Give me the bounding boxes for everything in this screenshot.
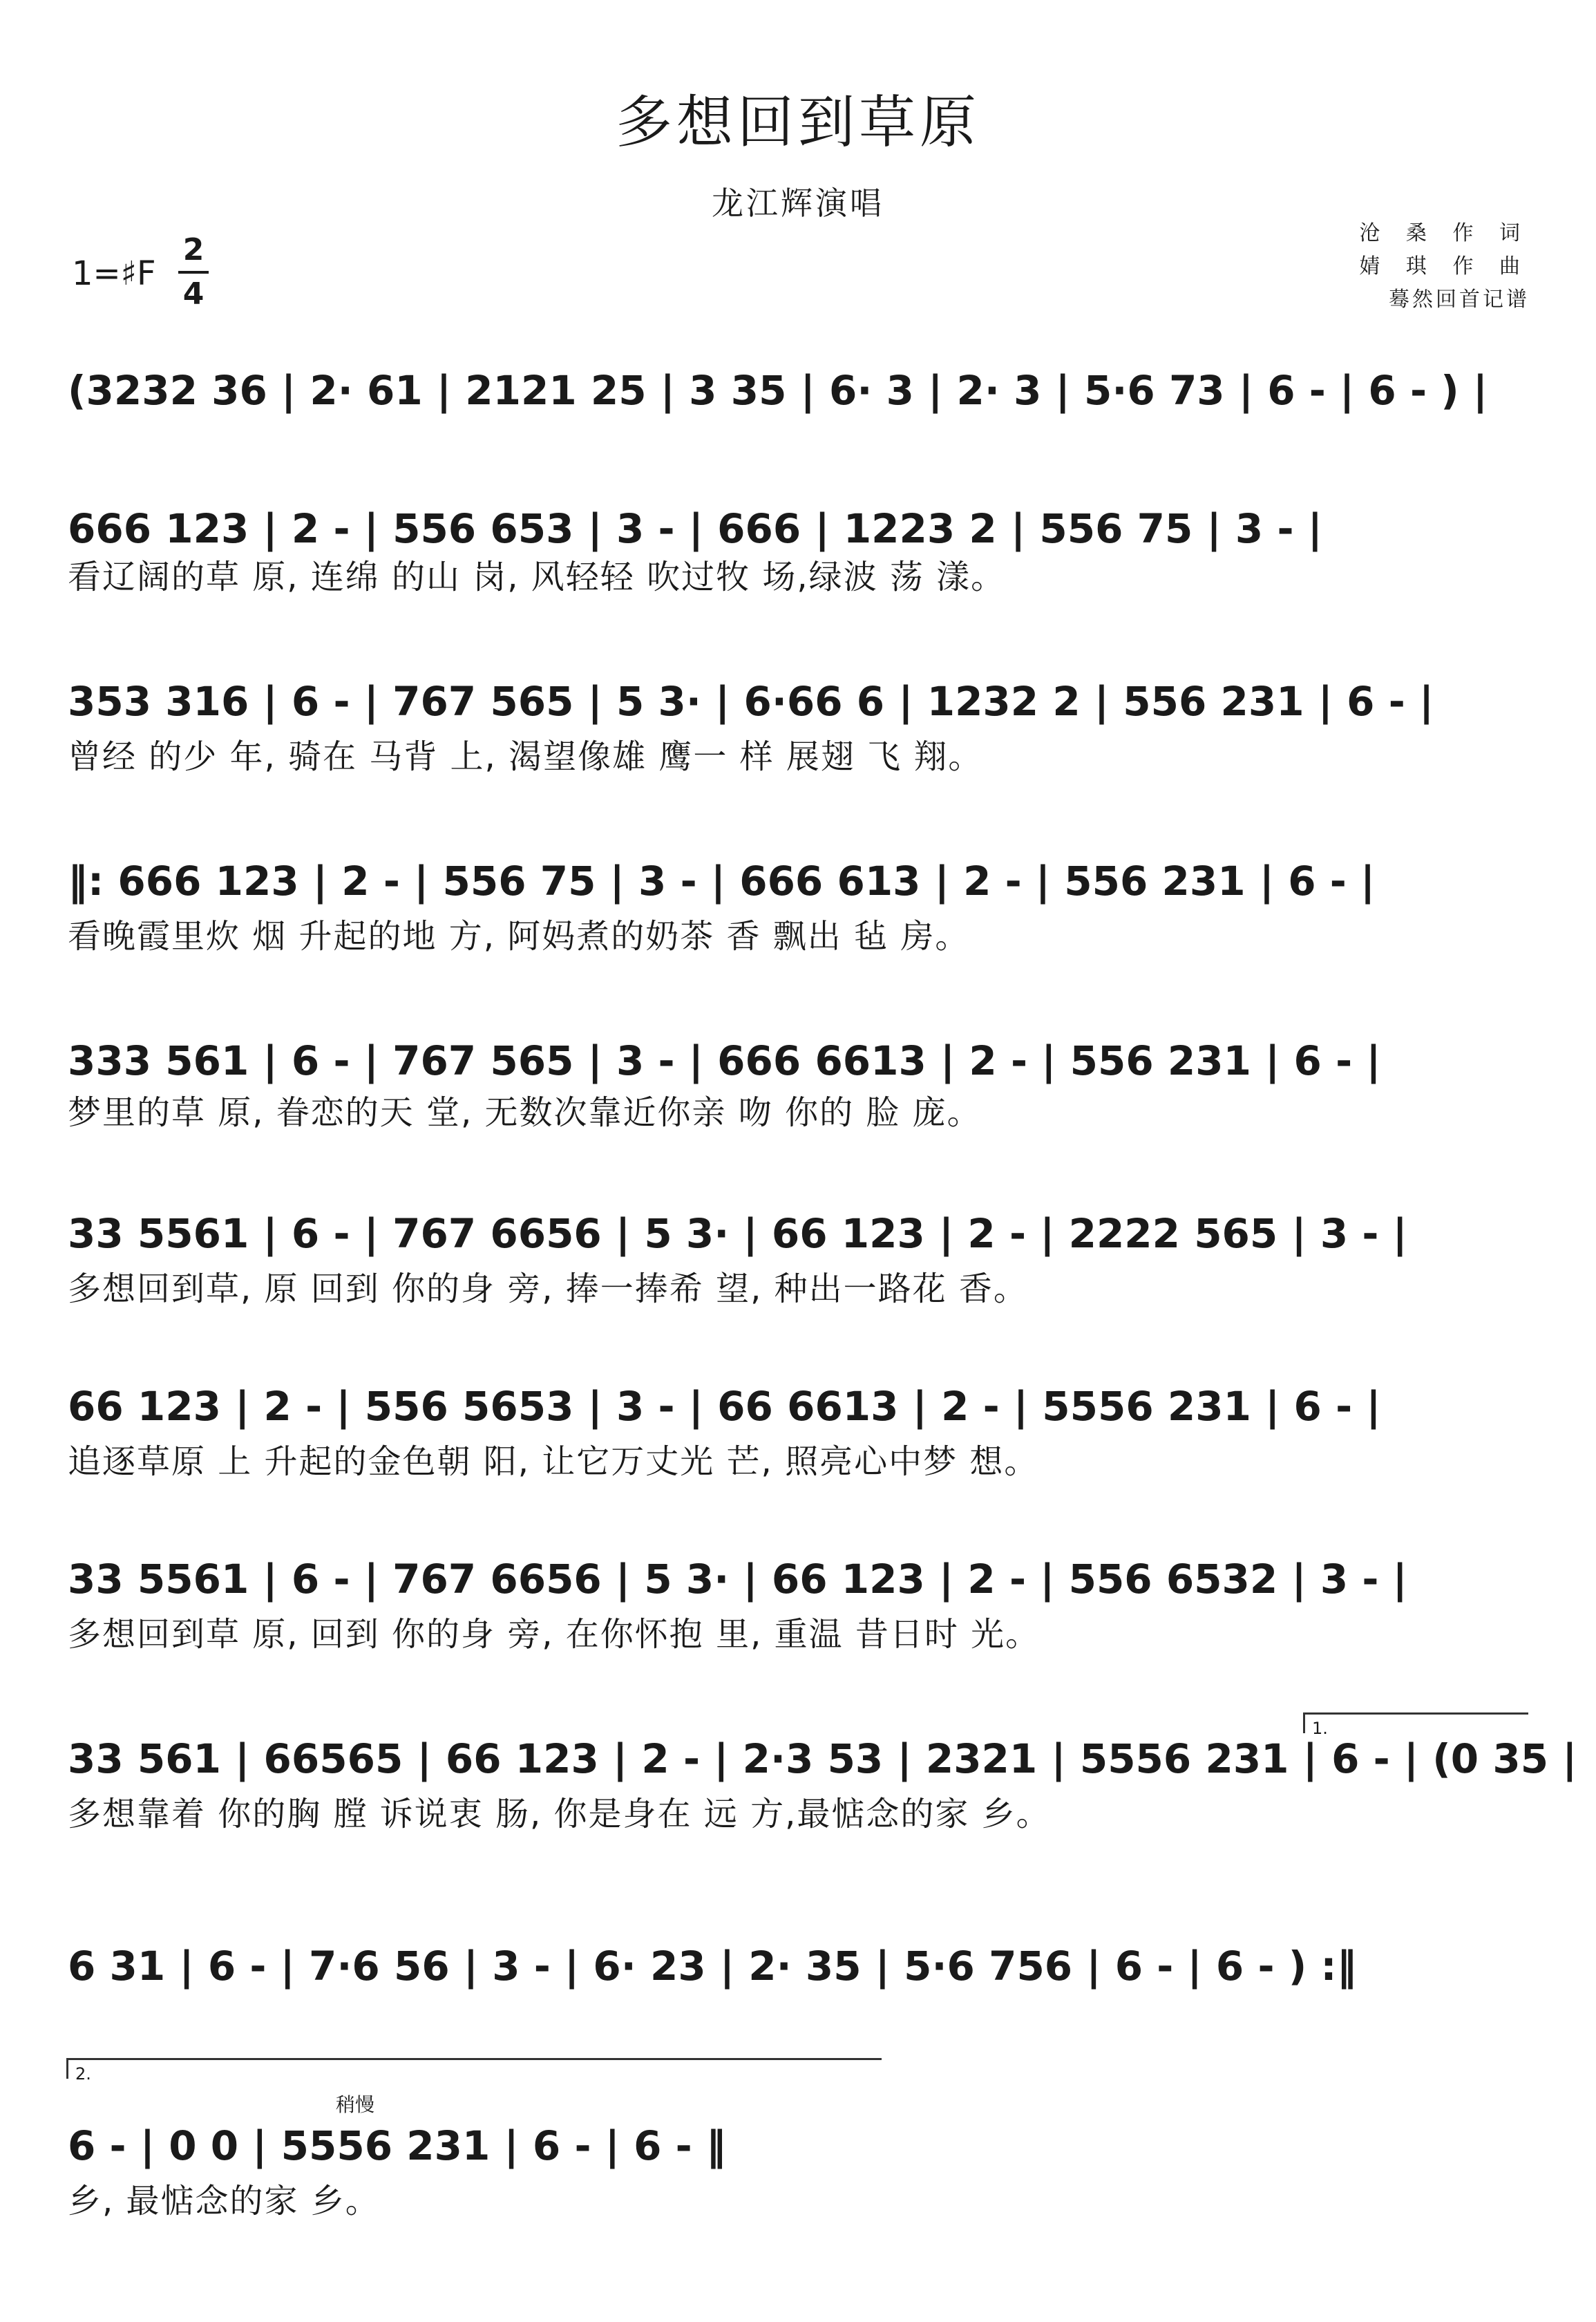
composer-credit: 婧 琪 作 曲 [1359, 254, 1530, 279]
notation-line: 6 31 | 6 - | 7·6 56 | 3 - | 6· 23 | 2· 35 | 5·6 756 | 6 - | 6 - ) :‖ [68, 1943, 1357, 1990]
page-title: 多想回到草原 [615, 90, 980, 155]
notation-line: 33 5561 | 6 - | 767 6656 | 5 3· | 66 123 | 2 - | 556 6532 | 3 - | [68, 1556, 1407, 1603]
tempo-marking: 稍慢 [336, 2093, 375, 2116]
lyric-line: 多想回到草 原, 回到 你的身 旁, 在你怀抱 里, 重温 昔日时 光。 [68, 1615, 1041, 1654]
meter-bottom: 4 [182, 276, 205, 312]
singer-line: 龙江辉演唱 [712, 185, 884, 222]
volta-second-ending: 2. [66, 2058, 882, 2079]
notation-line: 333 561 | 6 - | 767 565 | 3 - | 666 6613 | 2 - | 556 231 | 6 - | [68, 1037, 1381, 1084]
key-signature: 1=♯F [72, 254, 156, 293]
volta-first-ending: 1. [1303, 1712, 1528, 1733]
lyric-line: 梦里的草 原, 眷恋的天 堂, 无数次靠近你亲 吻 你的 脸 庞。 [68, 1093, 982, 1132]
notation-line: 33 561 | 66565 | 66 123 | 2 - | 2·3 53 | 2321 | 5556 231 | 6 - | (0 35 | [68, 1735, 1577, 1782]
meter-top: 2 [182, 232, 205, 267]
notation-line: 353 316 | 6 - | 767 565 | 5 3· | 6·66 6 | 1232 2 | 556 231 | 6 - | [68, 678, 1434, 725]
time-signature [178, 234, 209, 311]
lyric-line: 追逐草原 上 升起的金色朝 阳, 让它万丈光 芒, 照亮心中梦 想。 [68, 1442, 1039, 1481]
notation-line: 6 - | 0 0 | 5556 231 | 6 - | 6 - ‖ [68, 2122, 726, 2169]
lyricist-credit: 沧 桑 作 词 [1359, 221, 1530, 245]
notation-line: 66 123 | 2 - | 556 5653 | 3 - | 66 6613 | 2 - | 5556 231 | 6 - | [68, 1383, 1381, 1430]
lyric-line: 多想靠着 你的胸 膛 诉说衷 肠, 你是身在 远 方,最惦念的家 乡。 [68, 1795, 1051, 1833]
lyric-line: 看晚霞里炊 烟 升起的地 方, 阿妈煮的奶茶 香 飘出 毡 房。 [68, 917, 970, 956]
meter-divider [178, 271, 209, 274]
transcriber-credit: 蓦然回首记谱 [1389, 287, 1530, 312]
notation-line: ‖: 666 123 | 2 - | 556 75 | 3 - | 666 613 | 2 - | 556 231 | 6 - | [68, 858, 1376, 905]
lyric-line: 曾经 的少 年, 骑在 马背 上, 渴望像雄 鹰一 样 展翅 飞 翔。 [68, 737, 983, 776]
notation-line: 666 123 | 2 - | 556 653 | 3 - | 666 | 1223 2 | 556 75 | 3 - | [68, 505, 1322, 552]
lyric-line: 多想回到草, 原 回到 你的身 旁, 捧一捧希 望, 种出一路花 香。 [68, 1269, 1028, 1308]
notation-line: (3232 36 | 2· 61 | 2121 25 | 3 35 | 6· 3 | 2· 3 | 5·6 73 | 6 - | 6 - ) | [68, 367, 1488, 414]
notation-line: 33 5561 | 6 - | 767 6656 | 5 3· | 66 123 | 2 - | 2222 565 | 3 - | [68, 1210, 1407, 1257]
lyric-line: 看辽阔的草 原, 连绵 的山 岗, 风轻轻 吹过牧 场,绿波 荡 漾。 [68, 558, 1006, 596]
lyric-line: 乡, 最惦念的家 乡。 [68, 2182, 380, 2220]
